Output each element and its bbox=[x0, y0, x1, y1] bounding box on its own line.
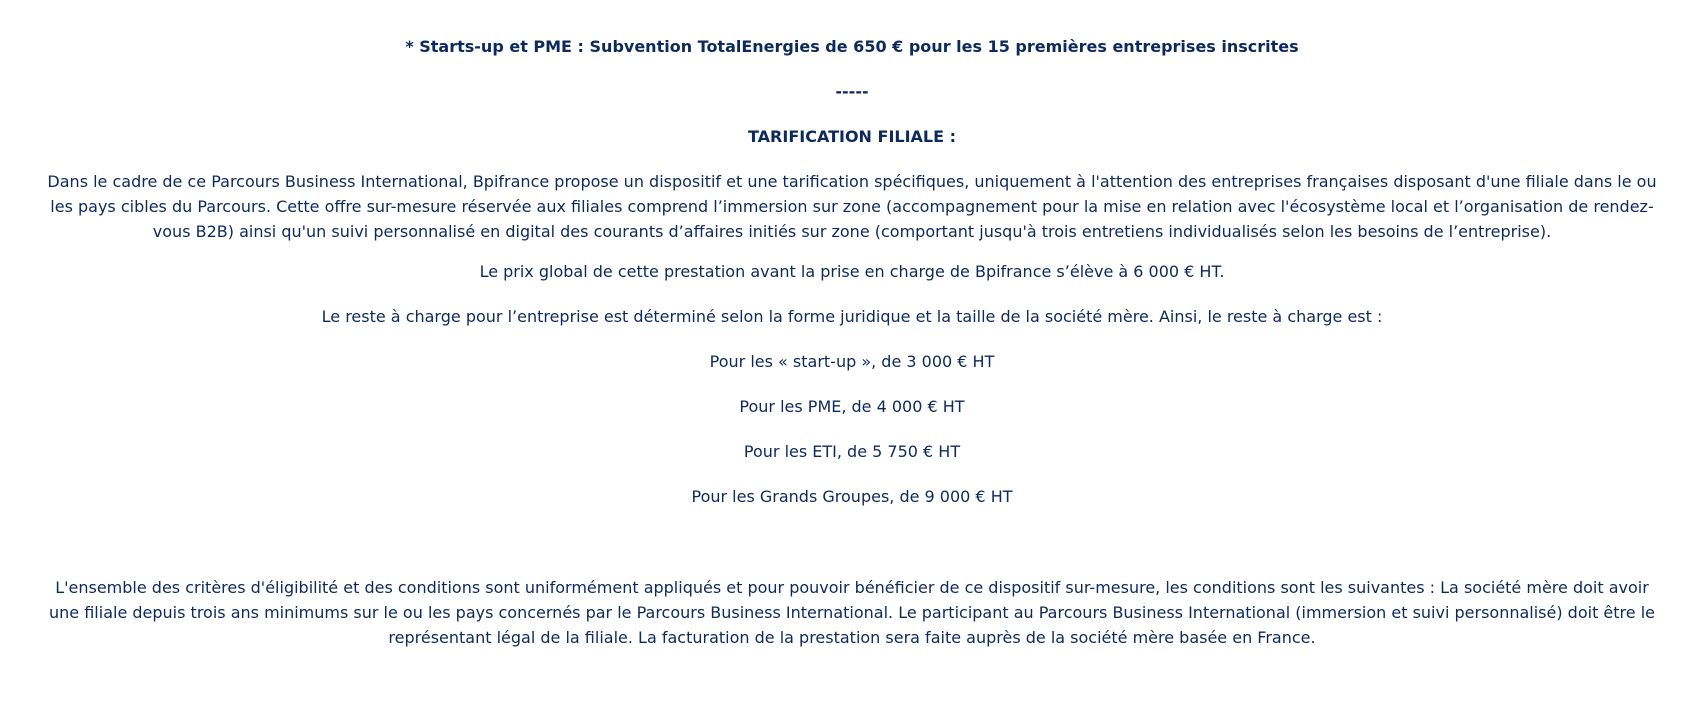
subsidy-banner: * Starts-up et PME : Subvention TotalEnergies de 650 € pour les 15 premières entreprises inscrites bbox=[405, 37, 1299, 56]
pricing-eti: Pour les ETI, de 5 750 € HT bbox=[743, 442, 961, 461]
global-price-text: Le prix global de cette prestation avant la prise en charge de Bpifrance s’élève à 6 000 € HT. bbox=[479, 262, 1225, 281]
pricing-grands-groupes: Pour les Grands Groupes, de 9 000 € HT bbox=[691, 487, 1013, 506]
intro-paragraph: Dans le cadre de ce Parcours Business International, Bpifrance propose un dispositif et une tarification spécifiques, uniquement à l'attention des entreprises françaises disposant d'une filiale dans le ou les pays cibles du Parcours. Cette offre sur-mesure réservée aux filiales comprend l’immersion sur zone (accompagnement pour la mise en relation avec l'écosystème local et l’organisation de rendez-vous B2B) ainsi qu'un suivi personnalisé en digital des courants d’affaires initiés sur zone (comportant jusqu'à trois entretiens individualisés selon les besoins de l’entreprise). bbox=[47, 172, 1657, 241]
eligibility-paragraph: L'ensemble des critères d'éligibilité et des conditions sont uniformément appliqués et pour pouvoir bénéficier de ce dispositif sur-mesure, les conditions sont les suivantes : La société mère doit avoir une filiale depuis trois ans minimums sur le ou les pays concernés par le Parcours Business International. Le participant au Parcours Business International (immersion et suivi personnalisé) doit être le représentant légal de la filiale. La facturation de la prestation sera faite auprès de la société mère basée en France. bbox=[49, 578, 1655, 647]
pricing-pme: Pour les PME, de 4 000 € HT bbox=[739, 397, 965, 416]
remaining-charge-intro: Le reste à charge pour l’entreprise est déterminé selon la forme juridique et la taille de la société mère. Ainsi, le reste à charge est : bbox=[321, 307, 1383, 326]
section-title: TARIFICATION FILIALE : bbox=[747, 127, 957, 146]
separator: ----- bbox=[835, 82, 869, 101]
pricing-startup: Pour les « start-up », de 3 000 € HT bbox=[709, 352, 995, 371]
